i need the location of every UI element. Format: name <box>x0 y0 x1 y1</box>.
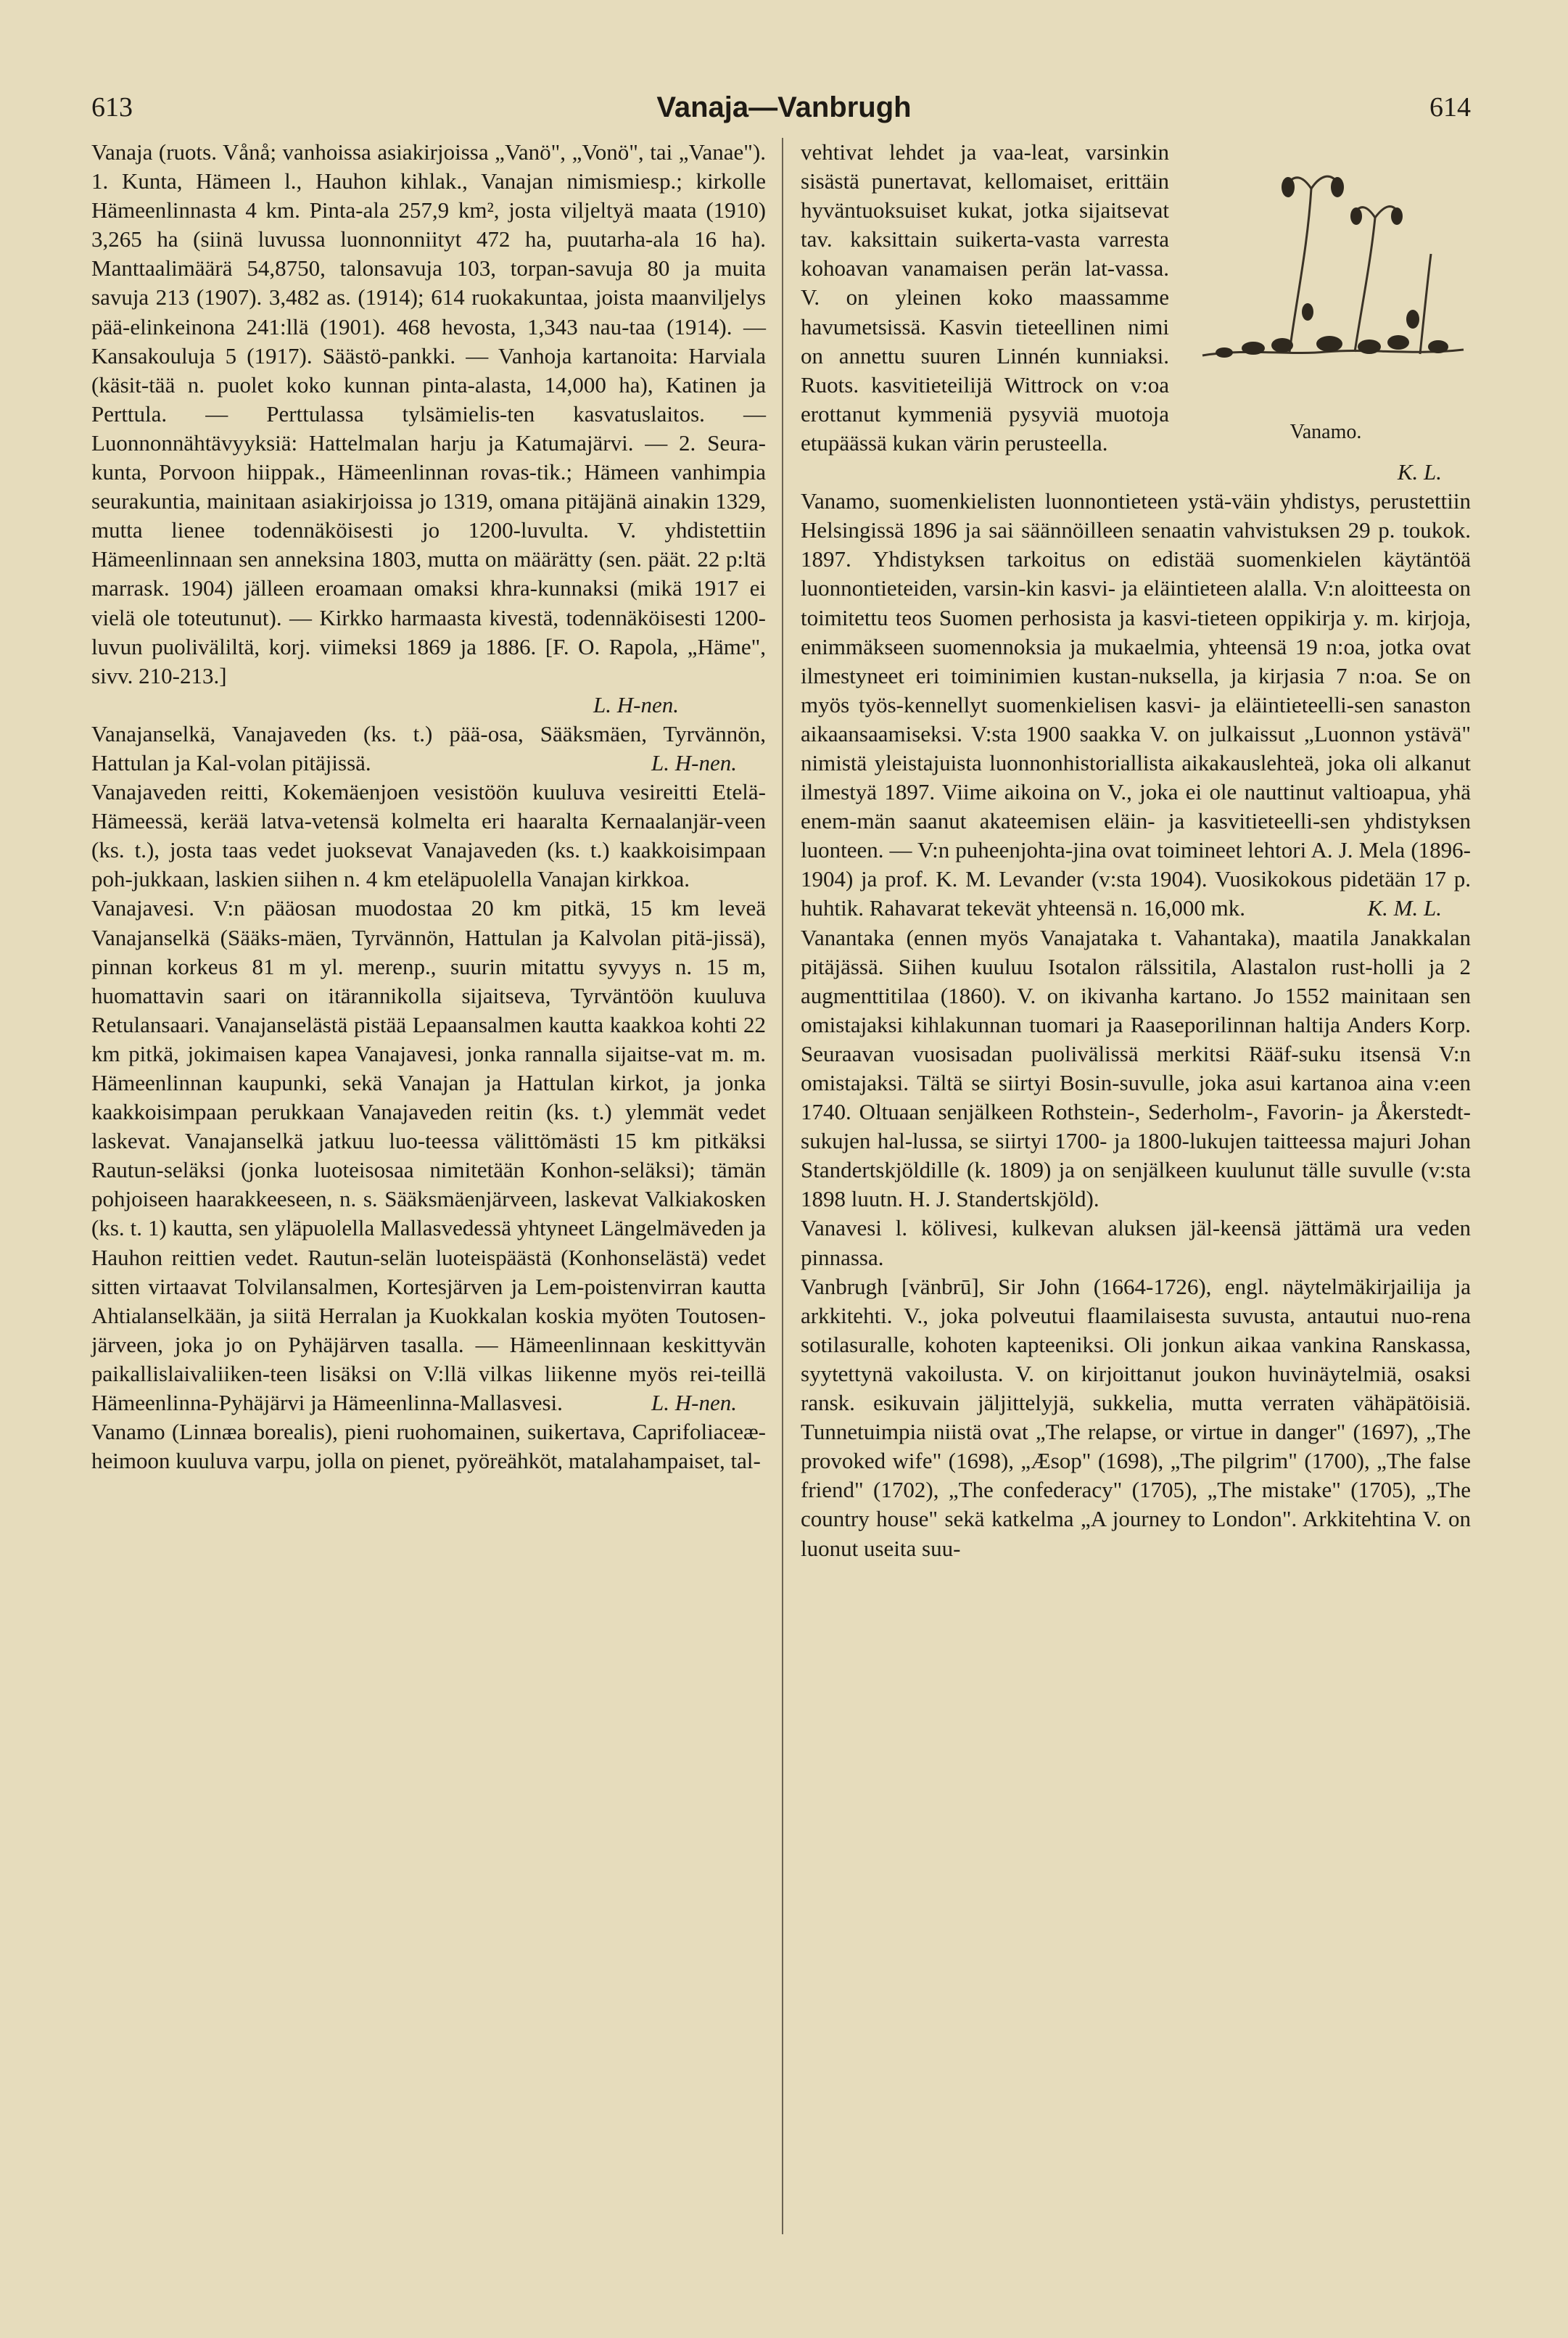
signature-vanajavesi: L. H-nen. <box>651 1390 737 1416</box>
running-title: Vanaja—Vanbrugh <box>656 91 912 123</box>
left-column <box>91 138 766 1475</box>
page-header <box>0 91 1568 135</box>
column-divider <box>782 138 783 2234</box>
entry-vanajanselka: Vanajanselkä, Vanajaveden (ks. t.) pää-osa, Sääksmäen, Tyrvännön, Hattulan ja Kal-volan pitäjissä. L. H-nen. <box>91 720 766 778</box>
entry-vanajavesi: Vanajavesi. V:n pääosan muodostaa 20 km pitkä, 15 km leveä Vanajanselkä (Sääks-mäen, Tyrvännön, Hattulan ja Kalvolan pitä-jissä), pinnan korkeus 81 m yl. merenp., suurin mitattu syvyys n. 15 m, huomattavin saari on itärannikolla sijaitseva, Tyrväntöön kuuluva Retulansaari. Vanajanselästä pistää Lepaansalmen kautta kaakkoa kohti 22 km pitkä, jokimaisen kapea Vanajavesi, jonka rannalla sijaitse-vat m. m. Hämeenlinnan kaupunki, sekä Vanajan ja Hattulan kirkot, ja jonka kaakkoisimpaan perukkaan Vanajaveden reitin (ks. t.) ylemmät vedet laskevat. Vanajanselkä jatkuu luo-teessa välittömästi 15 km pitkäksi Rautun-seläksi (jonka luoteisosaa nimitetään Konhon-seläksi); tämän pohjoiseen haarakkeeseen, n. s. Sääksmäenjärveen, laskevat Valkiakosken (ks. t. 1) kautta, sen yläpuolella Mallasvedessä yhtyneet Längelmäveden ja Hauhon reittien vedet. Rautun-selän luoteispäästä (Konhonselästä) vedet sitten virtaavat Tolvilansalmen, Kortesjärven ja Lem-poistenvirran kautta Ahtialanselkään, ja siitä Herralan ja Kuokkalan koskia myöten Toutosen-järveen, joka jo on Pyhäjärven tasalla. — Hämeenlinnaan keskittyvän paikallislaivaliiken-teen lisäksi on V:llä vilkas liikenne myös rei-teillä Hämeenlinna-Pyhäjärvi ja Hämeenlinna-Mallasvesi. L. H-nen. <box>91 894 766 1417</box>
page-number-right: 614 <box>1429 92 1471 123</box>
signature-vanajanselka: L. H-nen. <box>651 749 737 775</box>
signature-vanamo-society: K. M. L. <box>1367 895 1442 921</box>
right-column <box>801 138 1471 1563</box>
signature-vanaja: L. H-nen. <box>593 691 679 717</box>
signature-vanamo-plant: K. L. <box>1397 459 1442 485</box>
figure-caption: Vanamo. <box>1290 421 1362 443</box>
entry-vanamo-plant: Vanamo (Linnæa borealis), pieni ruohomainen, suikertava, Caprifoliaceæ-heimoon kuuluva varpu, jolla on pienet, pyöreähköt, matalahampaiset, tal- <box>91 1419 766 1474</box>
entry-vanamo-plant-continued: vehtivat lehdet ja vaa-leat, varsinkin sisästä punertavat, kellomaiset, erittäin hyväntuoksuiset kukat, jotka sijaitsevat tav. kaksittain suikerta-vasta varresta kohoavan vanamaisen perän lat-vassa. V. on yleinen koko maassamme havumetsissä. Kasvin tieteellinen nimi on annettu suuren Linnén kunniaksi. Ruots. kasvitieteilijä Wittrock on v:oa erottanut kymmeniä pysyviä muotoja etupäässä kukan värin perusteella. K. L. <box>801 138 1471 458</box>
entry-vanajaveden-reitti: Vanajaveden reitti, Kokemäenjoen vesistöön kuuluva vesireitti Etelä-Hämeessä, kerää latva-vetensä kolmelta eri haaralta Kernaalanjär-veen (ks. t.), josta taas vedet juoksevat Vanajaveden (ks. t.) kaakkoisimpaan poh-jukkaan, laskien siihen n. 4 km eteläpuolella Vanajan kirkkoa. <box>91 779 766 892</box>
entry-vanaja: Vanaja (ruots. Vånå; vanhoissa asiakirjoissa „Vanö", „Vonö", tai „Vanae"). 1. Kunta, Hämeen l., Hauhon kihlak., Vanajan nimismiesp.; kirkolle Hämeenlinnasta 4 km. Pinta-ala 257,9 km², josta viljeltyä maata (1910) 3,265 ha (siinä luvussa luonnonniityt 472 ha, puutarha-ala 16 ha). Manttaalimäärä 54,8750, talonsavuja 103, torpan-savuja 80 ja muita savuja 213 (1907). 3,482 as. (1914); 614 ruokakuntaa, joista maanviljelys pää-elinkeinona 241:llä (1901). 468 hevosta, 1,343 nau-taa (1914). — Kansakouluja 5 (1917). Säästö-pankki. — Vanhoja kartanoita: Harviala (käsit-tää n. puolet koko kunnan pinta-alasta, 14,000 ha), Katinen ja Perttula. — Perttulassa tylsämielis-ten kasvatuslaitos. — Luonnonnähtävyyksiä: Hattelmalan harju ja Katumajärvi. — 2. Seura-kunta, Porvoon hiippak., Hämeenlinnan rovas-tik.; Hämeen vanhimpia seurakuntia, mainitaan asiakirjoissa jo 1319, omana pitäjänä ainakin 1329, mutta lienee todennäköisesti jo 1200-luvulta. V. yhdistettiin Hämeenlinnaan sen anneksina 1803, mutta on määrätty (sen. päät. 22 p:ltä marrask. 1904) jälleen eroamaan omaksi khra-kunnaksi (mikä 1917 ei vielä ole toteutunut). — Kirkko harmaasta kivestä, todennäköisesti 1200-luvun puoliväliltä, korj. viimeksi 1869 ja 1886. [F. O. Rapola, „Häme", sivv. 210-213.] <box>91 139 766 688</box>
page-number-left: 613 <box>91 92 133 123</box>
vanamo-plant-icon <box>1181 138 1471 413</box>
vanamo-illustration <box>1181 138 1471 443</box>
entry-vanbrugh: Vanbrugh [vänbrū], Sir John (1664-1726), engl. näytelmäkirjailija ja arkkitehti. V., joka polveutui flaamilaisesta suvusta, antautui nuo-rena sotilasuralle, kohoten kapteeniksi. Oli jonkun aikaa vankina Ranskassa, syytettynä vakoilusta. V. on kirjoittanut joukon huvinäytelmiä, osaksi ransk. esikuvain jäljittelyjä, sukkelia, mutta verraten vähäpätöisiä. Tunnetuimpia niistä ovat „The relapse, or virtue in danger" (1697), „The provoked wife" (1698), „Æsop" (1698), „The pilgrim" (1700), „The false friend" (1702), „The confederacy" (1705), „The mistake" (1705), „The country house" sekä katkelma „A journey to London". Arkkitehtina V. on luonut useita suu- <box>801 1273 1471 1561</box>
entry-vanantaka: Vanantaka (ennen myös Vanajataka t. Vahantaka), maatila Janakkalan pitäjässä. Siihen kuuluu Isotalon rälssitila, Alastalon rust-holli ja 2 augmenttitilaa (1860). V. on ikivanha kartano. Jo 1552 mainitaan sen omistajaksi kihlakunnan tuomari ja Raaseporilinnan haltija Anders Korp. Seuraavan vuosisadan puolivälissä merkitsi Rääf-suku itsensä V:n omistajaksi. Tältä se siirtyi Bosin-suvulle, joka asui kartanoa aina v:een 1740. Oltuaan senjälkeen Rothstein-, Sederholm-, Favorin- ja Åkerstedt-sukujen hal-lussa, se siirtyi 1700- ja 1800-lukujen taitteessa majuri Johan Standertskjöldille (k. 1809) ja on senjälkeen kuulunut tälle suvulle (v:sta 1898 luutn. H. J. Standertskjöld). <box>801 924 1471 1212</box>
entry-vanavesi: Vanavesi l. kölivesi, kulkevan aluksen jäl-keensä jättämä ura veden pinnassa. <box>801 1215 1471 1270</box>
entry-vanamo-society: Vanamo, suomenkielisten luonnontieteen ystä-väin yhdistys, perustettiin Helsingissä 1896 ja sai säännöilleen senaatin vahvistuksen 29 p. toukok. 1897. Yhdistyksen tarkoitus on edistää suomenkielen käytäntöä luonnontieteiden, varsin-kin kasvi- ja eläintieteen alalla. V:n aloitteesta on toimitettu teos Suomen perhosista ja kasvi-tieteen oppikirja y. m. kirjoja, enimmäkseen suomennoksia ja mukaelmia, yhteensä 19 n:oa, jotka ovat ilmestyneet eri toiminimien kustan-nuksella, ja kirjasia 7 n:oa. Se on myös työs-kennellyt suomenkielisen kasvi- ja eläintieteelli-sen sanaston aikaansaamiseksi. V:sta 1900 saakka V. on julkaissut „Luonnon ystävä" nimistä yleistajuista luonnonhistoriallista aikakauslehteä, joka oli alkanut ilmestyä 1897. Viime aikoina on V., joka ei ole nauttinut valtioapua, yhä enem-män saanut akateemisen eläin- ja kasvitieteelli-sen yhdistyksen luonteen. — V:n puheenjohta-jina ovat toimineet lehtori A. J. Mela (1896-1904) ja prof. K. M. Levander (v:sta 1904). Vuosikokous pidetään 17 p. huhtik. Rahavarat tekevät yhteensä n. 16,000 mk. K. M. L. <box>801 487 1471 923</box>
